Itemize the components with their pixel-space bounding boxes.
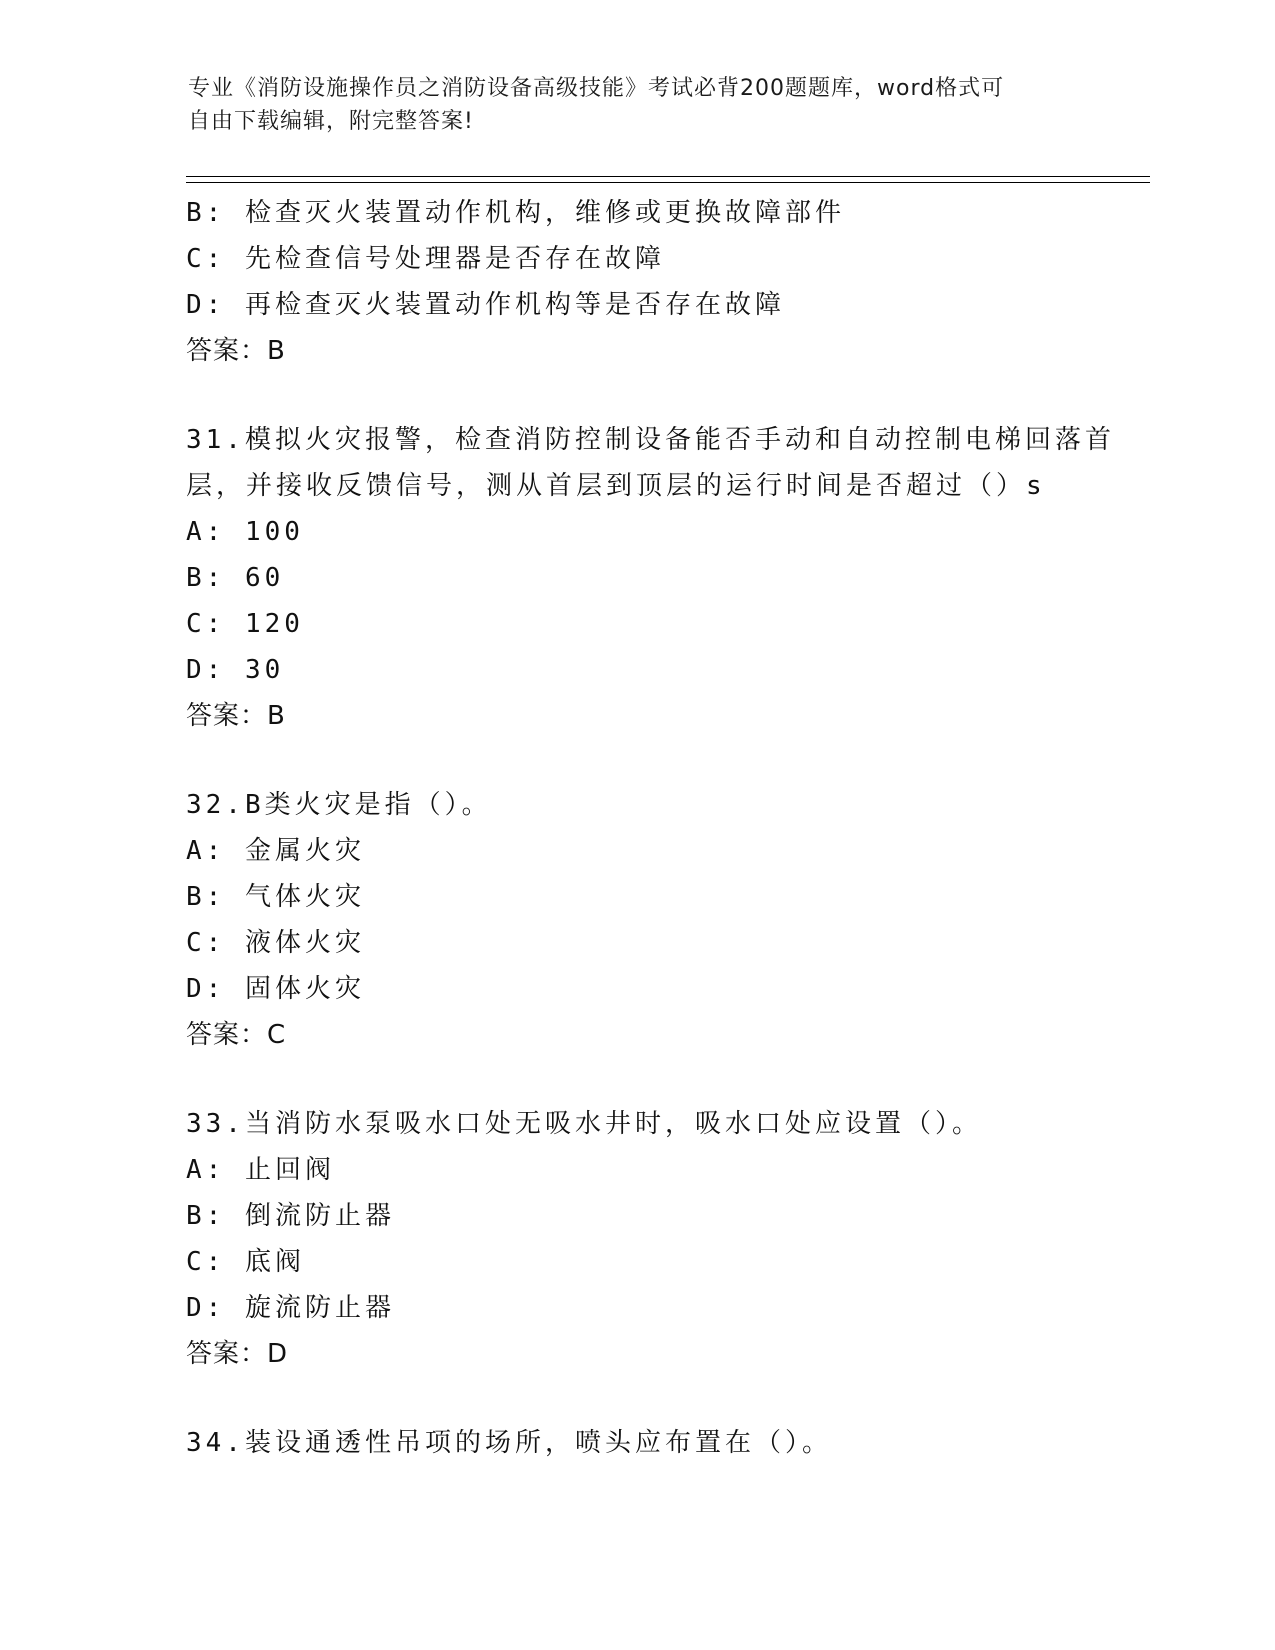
question-33 — [186, 1101, 1146, 1377]
option-d: D: 固体火灾 — [186, 974, 365, 1004]
question-stem-line-1: 33.当消防水泵吸水口处无吸水井时，吸水口处应设置（）。 — [186, 1109, 982, 1139]
question-34 — [186, 1420, 1146, 1466]
option-b: B: 60 — [186, 563, 285, 593]
question-stem-line-2: 层，并接收反馈信号，测从首层到顶层的运行时间是否超过（）s — [186, 471, 1046, 501]
question-list — [186, 190, 1146, 1466]
question-32 — [186, 782, 1146, 1058]
previous-question-block — [186, 190, 1146, 374]
answer-line: 答案：C — [186, 1020, 287, 1050]
option-c: C: 底阀 — [186, 1247, 305, 1277]
option-a: A: 100 — [186, 517, 304, 547]
option-a: A: 金属火灾 — [186, 836, 365, 866]
option-b: B: 倒流防止器 — [186, 1201, 395, 1231]
answer-line: 答案：B — [186, 701, 286, 731]
question-31 — [186, 417, 1146, 739]
header-line-1: 专业《消防设施操作员之消防设备高级技能》考试必背200题题库，word格式可 — [188, 76, 1005, 101]
option-c: C: 液体火灾 — [186, 928, 365, 958]
answer-line: 答案：D — [186, 1339, 289, 1369]
option-c: C: 先检查信号处理器是否存在故障 — [186, 244, 665, 274]
option-d: D: 旋流防止器 — [186, 1293, 395, 1323]
header-divider-bottom — [186, 182, 1150, 183]
question-stem-line-1: 31.模拟火灾报警，检查消防控制设备能否手动和自动控制电梯回落首 — [186, 425, 1115, 455]
header-line-2: 自由下载编辑，附完整答案! — [188, 109, 474, 134]
document-header — [188, 72, 1088, 138]
question-stem-line-1: 34.装设通透性吊项的场所，喷头应布置在（）。 — [186, 1428, 832, 1458]
option-b: B: 气体火灾 — [186, 882, 365, 912]
question-stem-line-1: 32.B类火灾是指（）。 — [186, 790, 492, 820]
header-divider-top — [186, 176, 1150, 177]
option-d: D: 再检查灭火装置动作机构等是否存在故障 — [186, 290, 785, 320]
answer-line: 答案：B — [186, 336, 286, 366]
option-c: C: 120 — [186, 609, 304, 639]
option-b: B: 检查灭火装置动作机构，维修或更换故障部件 — [186, 198, 845, 228]
option-a: A: 止回阀 — [186, 1155, 335, 1185]
option-d: D: 30 — [186, 655, 285, 685]
